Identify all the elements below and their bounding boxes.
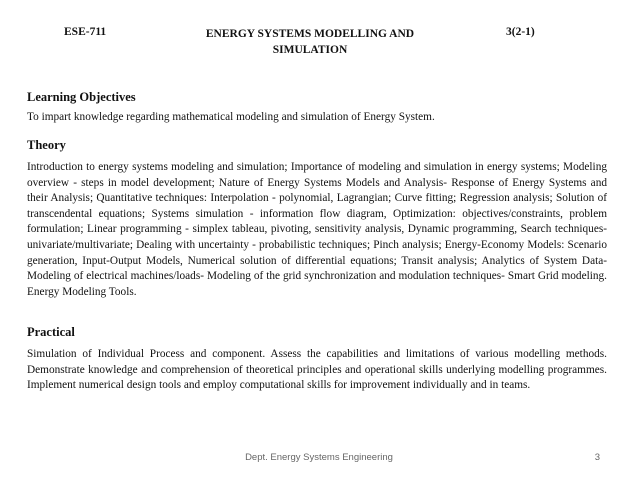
course-header	[0, 24, 638, 64]
practical-text: Simulation of Individual Process and component. Assess the capabilities and limitations of various modelling methods. Demonstrate knowledge and comprehension of theoretical principles and operational skills underlying modelling programmes. Implement numerical design tools and employ computational skills for improvement individually and in teams.	[27, 348, 607, 392]
learning-objectives-heading: Learning Objectives	[27, 90, 136, 104]
practical-heading: Practical	[27, 325, 75, 339]
course-code: ESE-711	[64, 26, 107, 38]
credit-hours: 3(2-1)	[506, 26, 535, 38]
course-title: ENERGY SYSTEMS MODELLING AND SIMULATION	[205, 28, 415, 56]
theory-heading: Theory	[27, 138, 66, 152]
theory-text: Introduction to energy systems modeling and simulation; Importance of modeling and simulation in energy systems; Modeling overview - steps in model development; Nature of Energy Systems Models and Analysis- Response of Energy Systems and their Analysis; Quantitative techniques: Interpolation - polynomial, Lagrangian; Curve fitting; Regression analysis; Solution of transcendental equations; Systems simulation - information flow diagram, Optimization: objectives/constraints, problem formulation; Linear programming - simplex tableau, pivoting, sensitivity analysis, Dynamic programming, Search techniques- univariate/multivariate; Dealing with uncertainty - probabilistic techniques; Pinch analysis; Energy-Economy Models: Scenario generation, Input-Output Models, Numerical solution of differential equations; Transit analysis; Analytics of System Data- Modeling of electrical machines/loads- Modeling of the grid synchronization and modulation techniques- Smart Grid modeling. Energy Modeling Tools.	[27, 161, 607, 298]
department-footer: Dept. Energy Systems Engineering	[245, 452, 393, 463]
learning-objectives-text: To impart knowledge regarding mathematical modeling and simulation of Energy System.	[27, 111, 435, 123]
page-number: 3	[594, 452, 600, 463]
